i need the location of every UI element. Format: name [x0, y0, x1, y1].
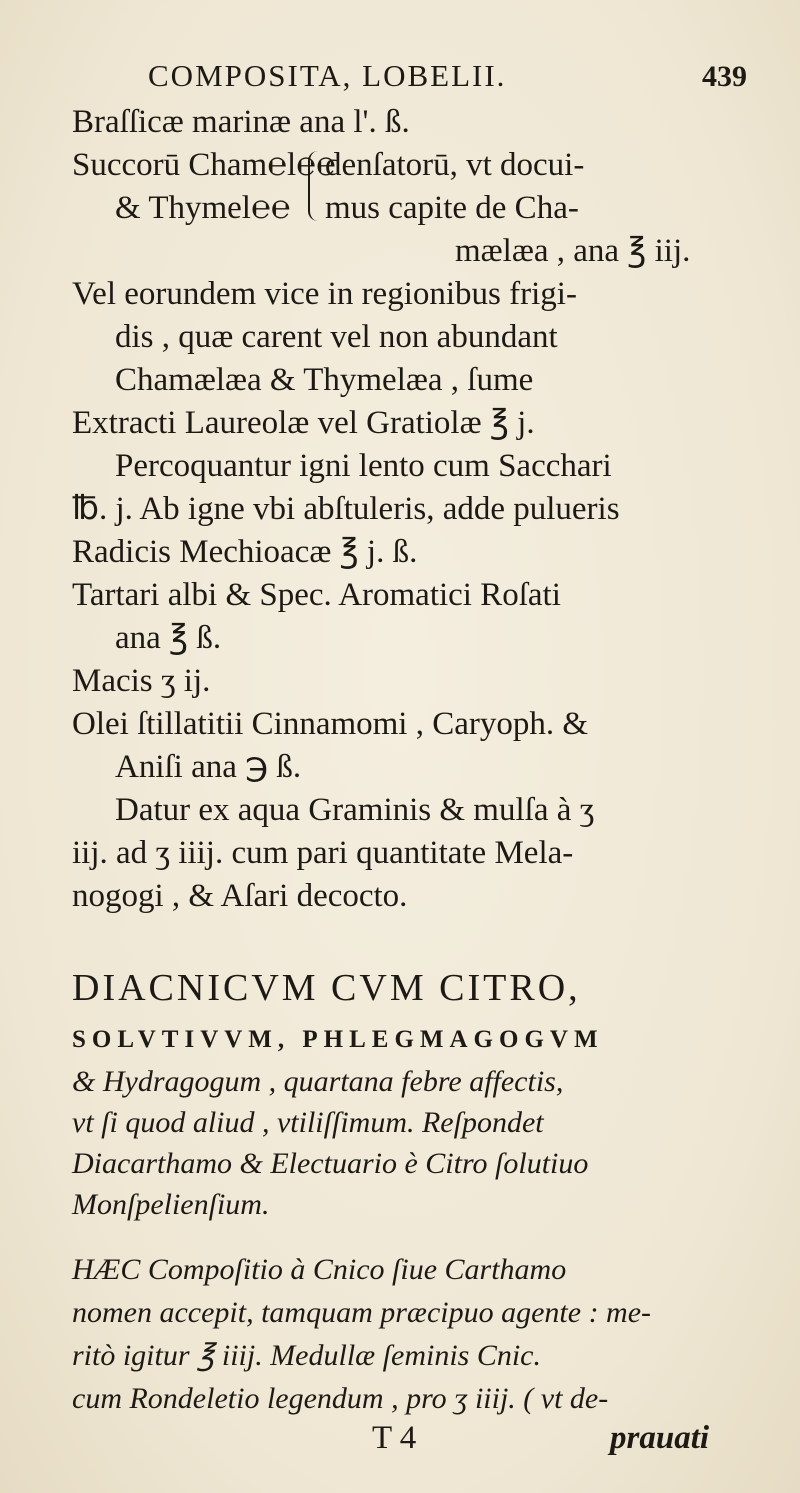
text-line: Percoquantur igni lento cum Sacchari	[115, 448, 612, 484]
section-title: DIACNICVM CVM CITRO,	[72, 967, 581, 1009]
text-line: iij. ad ʒ iiij. cum pari quantitate Mela-	[72, 835, 574, 871]
page-number: 439	[702, 60, 747, 93]
paragraph-line: HÆC Compoſitio à Cnico ſiue Carthamo	[72, 1253, 567, 1286]
section-subtitle: SOLVTIVVM, PHLEGMAGOGVM	[72, 1026, 604, 1053]
paragraph-line: nomen accepit, tamquam præcipuo agente : me-	[72, 1296, 652, 1329]
running-head: COMPOSITA, LOBELII.	[148, 58, 507, 93]
text-line: Succorū Cham℮l℮℮	[72, 147, 336, 183]
text-line: Datur ex aqua Graminis & mulſa à ʒ	[115, 792, 595, 828]
italic-line: Monſpelienſium.	[72, 1188, 270, 1221]
text-line: Tartari albi & Spec. Aromatici Roſati	[72, 577, 561, 613]
text-line: Extracti Laureolæ vel Gratiolæ ℥ j.	[72, 405, 535, 441]
text-line: nogogi , & Aſari decocto.	[72, 878, 408, 914]
text-line: denſatorū, vt docui-	[325, 147, 585, 183]
text-line: Aniſi ana ℈ ß.	[115, 749, 302, 785]
text-line: Braſſicæ marinæ ana l'. ß.	[72, 104, 410, 140]
text-line: Radicis Mechioacæ ℥ j. ß.	[72, 534, 418, 570]
text-line: & Thymel℮℮	[115, 190, 291, 226]
text-line: Macis ʒ ij.	[72, 663, 211, 699]
italic-line: & Hydragogum , quartana febre affectis,	[72, 1065, 564, 1098]
italic-line: Diacarthamo & Electuario è Citro ſolutiuo	[72, 1147, 589, 1180]
italic-line: vt ſi quod aliud , vtiliſſimum. Reſpondet	[72, 1106, 544, 1139]
text-line: Vel eorundem vice in regionibus frigi-	[72, 276, 577, 312]
text-line: mus capite de Cha-	[325, 190, 579, 226]
signature-mark: T 4	[372, 1420, 417, 1456]
text-line: ℔. j. Ab igne vbi abſtuleris, adde pulueris	[72, 491, 620, 527]
text-line: mælæa , ana ℥ iij.	[455, 233, 691, 269]
text-line: dis , quæ carent vel non abundant	[115, 319, 558, 355]
catchword: prauati	[610, 1420, 710, 1456]
text-line: Olei ſtillatitii Cinnamomi , Caryoph. &	[72, 706, 589, 742]
text-line: ana ℥ ß.	[115, 620, 222, 656]
paragraph-line: ritò igitur ℥ iiij. Medullæ ſeminis Cnic.	[72, 1339, 541, 1372]
paragraph-line: cum Rondeletio legendum , pro ʒ iiij. ( vt de-	[72, 1382, 609, 1415]
text-line: Chamælæa & Thymelæa , ſume	[115, 362, 534, 398]
